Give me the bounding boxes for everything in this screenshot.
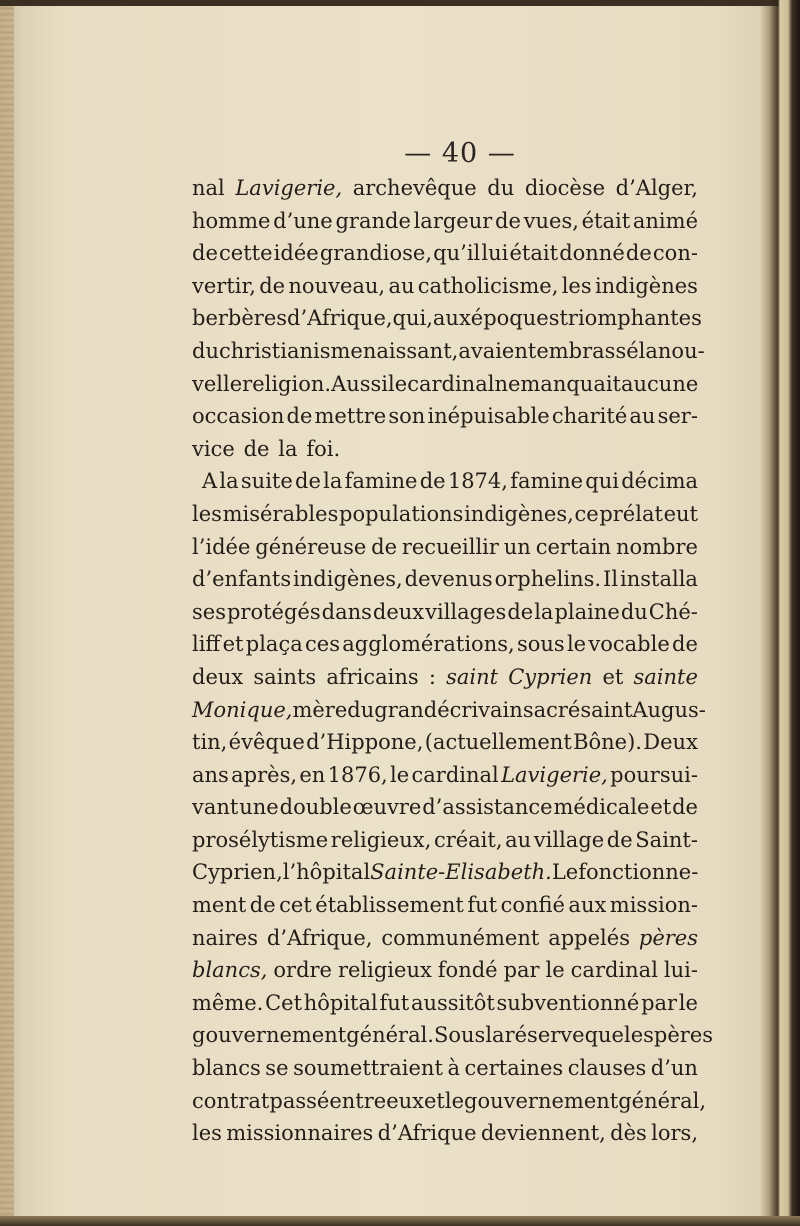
word: Deux [643,730,698,755]
word: de [672,632,698,657]
word: d’Hippone, [306,730,424,755]
word: 1876, [327,762,388,787]
word: les [561,273,592,298]
word: Monique, [192,697,293,722]
word: 1874, [447,469,508,494]
word: naissant, [362,338,459,363]
word: cardinal [570,958,658,983]
word: archevêque [352,176,477,200]
word: de [606,827,633,852]
word: foi. [306,436,341,461]
word: l’idée [192,534,251,559]
word: Il [603,567,619,592]
word: d’assistance [422,795,553,820]
word: grande [335,208,411,233]
text-line [192,433,698,466]
word: saints [253,664,317,689]
word: d’une [273,208,333,233]
word: Bône). [573,730,642,755]
word: d’Alger, [615,176,698,200]
word: qu’il [433,241,481,266]
binding-spine [0,0,14,1226]
body-text [192,172,714,1150]
word: mission- [609,893,698,918]
word: nouveau, [288,273,386,298]
word: dans [321,599,372,624]
word: Le [551,860,579,885]
word: de [507,599,534,624]
word: aucune [621,371,699,396]
word: dès [610,1121,647,1146]
word: suite [240,469,293,494]
word: charité [551,404,628,429]
word: cet [279,893,312,918]
text-line [192,694,706,727]
word: ses [192,599,226,624]
word: au [629,404,656,429]
word: lors, [651,1121,698,1146]
right-page-edge [770,0,800,1226]
word: généreuse [255,534,367,559]
word: décima [621,469,698,494]
word: cardinal [407,371,495,396]
word: A [202,469,218,494]
word: vice [192,436,235,461]
word: entre [329,1088,387,1113]
word: du [620,599,648,624]
word: cette [219,241,273,266]
word: eux [386,1088,424,1113]
word: que [584,1023,624,1048]
text-line [192,856,698,889]
word: le [444,1088,465,1113]
word: soumettraient [293,1056,443,1081]
word: confié [500,893,565,918]
word: velle [192,371,243,396]
word: qui, [392,306,433,331]
word: de [259,273,286,298]
word: mère [292,697,348,722]
word: Sainte-Elisabeth. [370,860,552,885]
word: Cet [265,990,303,1015]
word: ordre [273,958,332,983]
word: devenus [404,567,493,592]
word: de [672,795,698,820]
word: passé [269,1088,330,1113]
word: religion. [242,371,332,396]
text-line [192,987,698,1020]
word: et [602,664,624,689]
word: eut [663,501,698,526]
word: écrivain [437,697,523,722]
word: nou- [657,338,705,363]
word: le [390,762,410,787]
word: et [222,632,244,657]
text-line [192,172,698,205]
word: le [566,632,587,657]
word: communément [381,925,540,950]
word: et [423,1088,445,1113]
word: de [295,469,321,494]
text-line [192,531,698,564]
word: Lavigerie, [501,762,608,787]
word: de [192,241,218,266]
word: médicale [553,795,650,820]
word: catholicisme, [417,273,559,298]
text-line [192,726,698,759]
word: cardinal [411,762,499,787]
word: Cyprien [508,664,593,689]
word: saint [446,664,499,689]
text-line [192,465,698,498]
word: d’enfants [192,567,292,592]
word: qui [585,469,619,494]
word: d’un [650,1056,698,1081]
text-line [192,335,705,368]
text-line [192,400,698,433]
word: grandiose, [319,241,433,266]
top-edge [0,0,800,6]
word: même. [192,990,264,1015]
text-line [192,498,698,531]
word: les [192,1121,222,1146]
word: ser- [657,404,698,429]
word: nombre [615,534,698,559]
word: religieux, [330,827,432,852]
word: était [509,241,559,266]
word: subventionné [496,990,640,1015]
word: plaine [554,599,620,624]
text-line [192,954,698,987]
word: christianisme [218,338,363,363]
word: ment [192,893,247,918]
word: aux [432,306,471,331]
word: protégés [226,599,321,624]
word: ans [192,762,229,787]
word: blancs [192,1056,261,1081]
word: Aussi [331,371,389,396]
text-line [192,563,698,596]
word: le [545,958,565,983]
word: vant [192,795,239,820]
word: après, [231,762,298,787]
text-line [192,368,698,401]
word: embrassé [536,338,639,363]
text-line [192,661,698,694]
word: la [485,1023,505,1048]
word: sous [516,632,565,657]
word: donné [559,241,625,266]
word: de [371,534,397,559]
word: certain [535,534,612,559]
word: général, [618,1088,706,1113]
word: la [534,599,554,624]
word: idée [273,241,319,266]
word: Lavigerie, [235,176,343,200]
word: époques [470,306,560,331]
text-line [192,1085,706,1118]
text-line [192,1052,698,1085]
word: ce [574,501,599,526]
word: fonctionne- [578,860,699,885]
word: : [428,664,436,689]
text-line [192,922,698,955]
word: son [388,404,426,429]
word: naires [192,925,259,950]
word: lui [481,241,509,266]
word: liff [192,632,221,657]
word: animé [632,208,698,233]
word: fondé [437,958,498,983]
word: avaient [458,338,537,363]
word: par [641,990,678,1015]
word: deviennent, [480,1121,606,1146]
word: était [581,208,631,233]
word: fut [379,990,410,1015]
word: et [650,795,672,820]
word: tin, [192,730,228,755]
text-line [192,1019,714,1052]
word: double [279,795,352,820]
word: (actuellement [424,730,572,755]
page-number: — 40 — [404,138,516,169]
word: deux [192,664,244,689]
word: orphelins. [494,567,602,592]
word: famine [510,469,584,494]
text-line [192,889,698,922]
word: lui- [663,958,698,983]
word: Sous [433,1023,486,1048]
word: par [503,958,540,983]
text-line [192,759,698,792]
word: diocèse [524,176,606,200]
word: la [219,469,239,494]
word: berbères [192,306,288,331]
text-line [192,628,698,661]
word: à [447,1056,460,1081]
word: grand [374,697,438,722]
word: recueillir [401,534,499,559]
word: du [347,697,375,722]
word: établissement [315,893,464,918]
word: agglomérations, [342,632,515,657]
word: général. [346,1023,434,1048]
word: les [192,501,222,526]
word: évêque [228,730,305,755]
word: sacré [522,697,581,722]
word: blancs, [192,958,268,983]
word: Saint- [635,827,698,852]
word: d’Afrique, [266,925,373,950]
word: religieux [337,958,432,983]
word: de [495,208,521,233]
word: du [192,338,219,363]
word: la [638,338,658,363]
word: famine [344,469,418,494]
word: prélat [599,501,663,526]
text-line [192,237,698,270]
text-line [192,205,698,238]
word: ces [305,632,340,657]
bottom-edge [0,1216,800,1226]
word: la [278,436,298,461]
word: œuvre [352,795,422,820]
word: du [487,176,515,200]
word: la [323,469,343,494]
word: l’hôpital [282,860,371,885]
word: indigènes, [464,501,574,526]
word: manquait [520,371,621,396]
text-line [192,1117,698,1150]
word: se [265,1056,289,1081]
word: créait, [433,827,503,852]
word: Cyprien, [192,860,283,885]
word: au [388,273,415,298]
word: populations [339,501,464,526]
word: gouvernement [192,1023,347,1048]
word: Augus- [632,697,706,722]
word: Ché- [648,599,698,624]
word: fut [467,893,498,918]
word: d’Afrique, [287,306,393,331]
word: vocable [588,632,670,657]
word: le [678,990,698,1015]
word: de [419,469,446,494]
word: pères [638,925,698,950]
word: de [249,893,276,918]
word: un [503,534,531,559]
word: clauses [567,1056,647,1081]
word: villages [425,599,507,624]
word: de [286,404,313,429]
word: contrat [192,1088,270,1113]
word: les [624,1023,654,1048]
word: gouvernement [464,1088,619,1113]
text-line [192,791,698,824]
word: nal [192,176,225,200]
word: plaça [245,632,303,657]
word: inépuisable [427,404,550,429]
word: homme [192,208,271,233]
word: poursui- [610,762,698,787]
word: de [625,241,652,266]
text-line [192,824,698,857]
word: réserve [504,1023,585,1048]
word: largeur [413,208,493,233]
word: sainte [633,664,698,689]
word: saint [580,697,633,722]
word: mettre [314,404,387,429]
word: aux [568,893,607,918]
word: de [243,436,270,461]
word: d’Afrique [377,1121,477,1146]
word: pères [653,1023,714,1048]
word: missionnaires [226,1121,374,1146]
word: appelés [548,925,630,950]
word: au [505,827,532,852]
word: aussitôt [410,990,495,1015]
word: misérables [222,501,339,526]
word: indigènes [594,273,698,298]
word: certaines [464,1056,564,1081]
text-line [192,302,702,335]
word: en [299,762,326,787]
text-line [192,270,698,303]
word: le [388,371,408,396]
word: village [533,827,605,852]
word: vertir, [192,273,256,298]
word: prosélytisme [192,827,329,852]
word: occasion [192,404,285,429]
word: triomphantes [559,306,702,331]
word: une [239,795,279,820]
word: indigènes, [293,567,403,592]
word: deux [372,599,425,624]
word: africains [326,664,419,689]
word: installa [620,567,698,592]
text-line [192,596,698,629]
word: ne [494,371,521,396]
word: con- [652,241,698,266]
word: vues, [523,208,579,233]
word: hôpital [303,990,378,1015]
